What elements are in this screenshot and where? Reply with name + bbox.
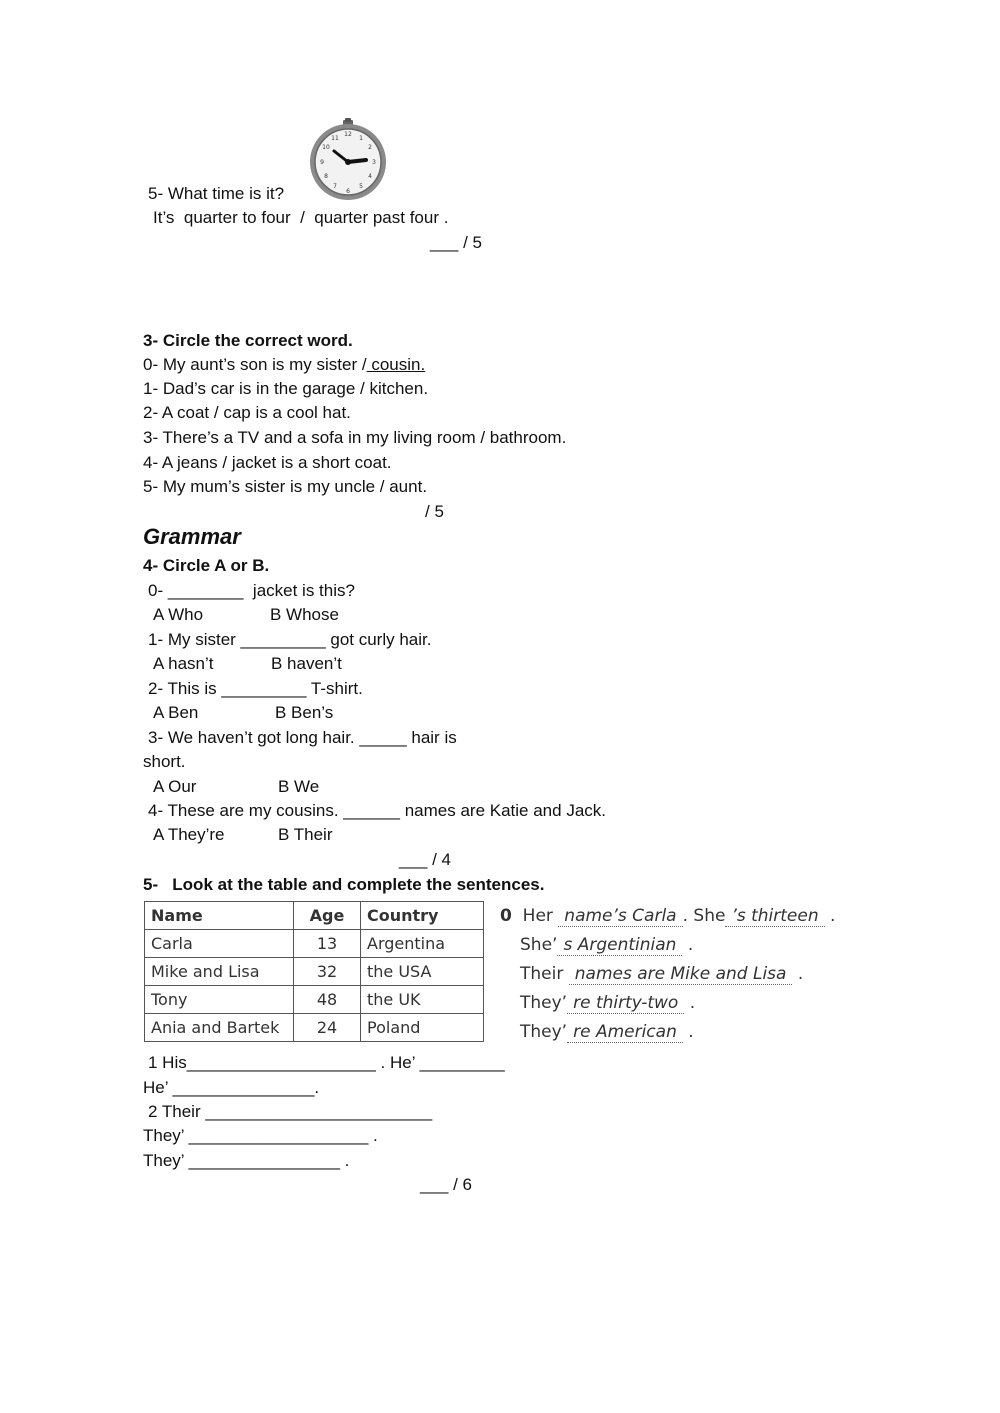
option-a: A They’re	[153, 825, 225, 844]
example-line	[520, 934, 693, 956]
table-header: Name	[145, 902, 294, 930]
table-header: Country	[361, 902, 484, 930]
score-section3: / 5	[425, 502, 444, 521]
time-question: 5- What time is it?	[148, 184, 285, 203]
option-b: B We	[278, 777, 320, 796]
option-a: A hasn’t	[153, 654, 214, 673]
section3-example	[143, 355, 425, 375]
svg-text:11: 11	[331, 135, 339, 142]
section4-question-cont: short.	[143, 752, 186, 771]
table-cell: 24	[294, 1014, 361, 1042]
score-section5: ___ / 6	[420, 1175, 472, 1194]
info-table	[144, 901, 484, 1042]
time-answer-options: It’s quarter to four / quarter past four .	[153, 208, 449, 227]
section3-item: 3- There’s a TV and a sofa in my living room / bathroom.	[143, 428, 567, 447]
table-header-row	[145, 902, 484, 930]
example-text: Her	[522, 906, 553, 926]
grammar-heading: Grammar	[143, 524, 241, 549]
example-line	[500, 905, 835, 927]
example-line	[520, 963, 803, 985]
svg-text:10: 10	[322, 144, 330, 151]
example-text: They’	[520, 1022, 568, 1042]
example-text: .	[687, 935, 694, 955]
svg-text:5: 5	[359, 183, 363, 190]
table-row	[145, 958, 484, 986]
section5-line: 1 His____________________ . He’ _________	[148, 1053, 505, 1072]
svg-text:4: 4	[368, 173, 372, 180]
example-text: She’	[520, 935, 558, 955]
table-cell: the UK	[361, 986, 484, 1014]
example-answer: name’s Carla	[558, 906, 682, 927]
table-row	[145, 1014, 484, 1042]
example-answer: names are Mike and Lisa	[569, 964, 793, 985]
table-cell: Ania and Bartek	[145, 1014, 294, 1042]
section4-question: 2- This is _________ T-shirt.	[148, 679, 363, 698]
table-cell: Tony	[145, 986, 294, 1014]
table-cell: 48	[294, 986, 361, 1014]
svg-text:9: 9	[320, 159, 324, 166]
section3-example-answer: cousin.	[366, 355, 426, 374]
svg-text:7: 7	[333, 183, 337, 190]
option-a: A Who	[153, 605, 204, 624]
option-b: B Their	[278, 825, 333, 844]
svg-text:3: 3	[372, 159, 376, 166]
example-text: .	[797, 964, 804, 984]
svg-text:6: 6	[346, 188, 350, 195]
table-cell: Mike and Lisa	[145, 958, 294, 986]
table-cell: Argentina	[361, 930, 484, 958]
table-row	[145, 930, 484, 958]
example-answer: s Argentinian	[557, 935, 682, 956]
example-number: 0	[500, 906, 512, 926]
option-a: A Our	[153, 777, 197, 796]
example-text: .	[688, 1022, 694, 1042]
table-cell: Poland	[361, 1014, 484, 1042]
section5-title: 5- Look at the table and complete the sentences.	[143, 875, 545, 894]
svg-text:12: 12	[344, 131, 352, 138]
section4-question: 4- These are my cousins. ______ names are Katie and Jack.	[148, 801, 606, 820]
section3-item: 5- My mum’s sister is my uncle / aunt.	[143, 477, 428, 496]
table-header: Age	[294, 902, 361, 930]
section5-line: 2 Their ________________________	[148, 1102, 433, 1121]
option-b: B Ben’s	[275, 703, 334, 722]
example-answer: re thirty-two	[567, 993, 684, 1014]
score-section4: ___ / 4	[399, 850, 451, 869]
section4-question: 3- We haven’t got long hair. _____ hair is	[148, 728, 457, 747]
section3-example-prefix: 0- My aunt’s son is my sister /	[143, 355, 367, 374]
table-cell: Carla	[145, 930, 294, 958]
example-text: They’	[520, 993, 568, 1013]
table-cell: 13	[294, 930, 361, 958]
example-answer: re American	[567, 1022, 683, 1043]
svg-text:8: 8	[324, 173, 328, 180]
section3-item: 2- A coat / cap is a cool hat.	[143, 403, 351, 422]
section4-question: 1- My sister _________ got curly hair.	[148, 630, 432, 649]
svg-text:1: 1	[359, 135, 363, 142]
section3-item: 4- A jeans / jacket is a short coat.	[143, 453, 392, 472]
option-b: B Whose	[270, 605, 339, 624]
section5-line: They’ ___________________ .	[143, 1126, 378, 1145]
table-cell: 32	[294, 958, 361, 986]
section3-title: 3- Circle the correct word.	[143, 331, 353, 350]
table-cell: the USA	[361, 958, 484, 986]
section4-question: 0- ________ jacket is this?	[148, 581, 355, 600]
example-text: .	[830, 906, 836, 926]
example-text: . She	[682, 906, 726, 926]
example-line	[520, 1021, 694, 1043]
section3-item: 1- Dad’s car is in the garage / kitchen.	[143, 379, 429, 398]
clock-icon	[306, 118, 390, 202]
score-time: ___ / 5	[430, 233, 482, 252]
table-row	[145, 986, 484, 1014]
example-line	[520, 992, 695, 1014]
example-answer: ’s thirteen	[725, 906, 824, 927]
section4-title: 4- Circle A or B.	[143, 556, 270, 575]
example-text: .	[689, 993, 696, 1013]
section5-line: They’ ________________ .	[143, 1151, 350, 1170]
svg-text:2: 2	[368, 144, 372, 151]
option-a: A Ben	[153, 703, 199, 722]
option-b: B haven’t	[271, 654, 342, 673]
section5-line: He’ _______________.	[143, 1078, 320, 1097]
example-text: Their	[520, 964, 564, 984]
